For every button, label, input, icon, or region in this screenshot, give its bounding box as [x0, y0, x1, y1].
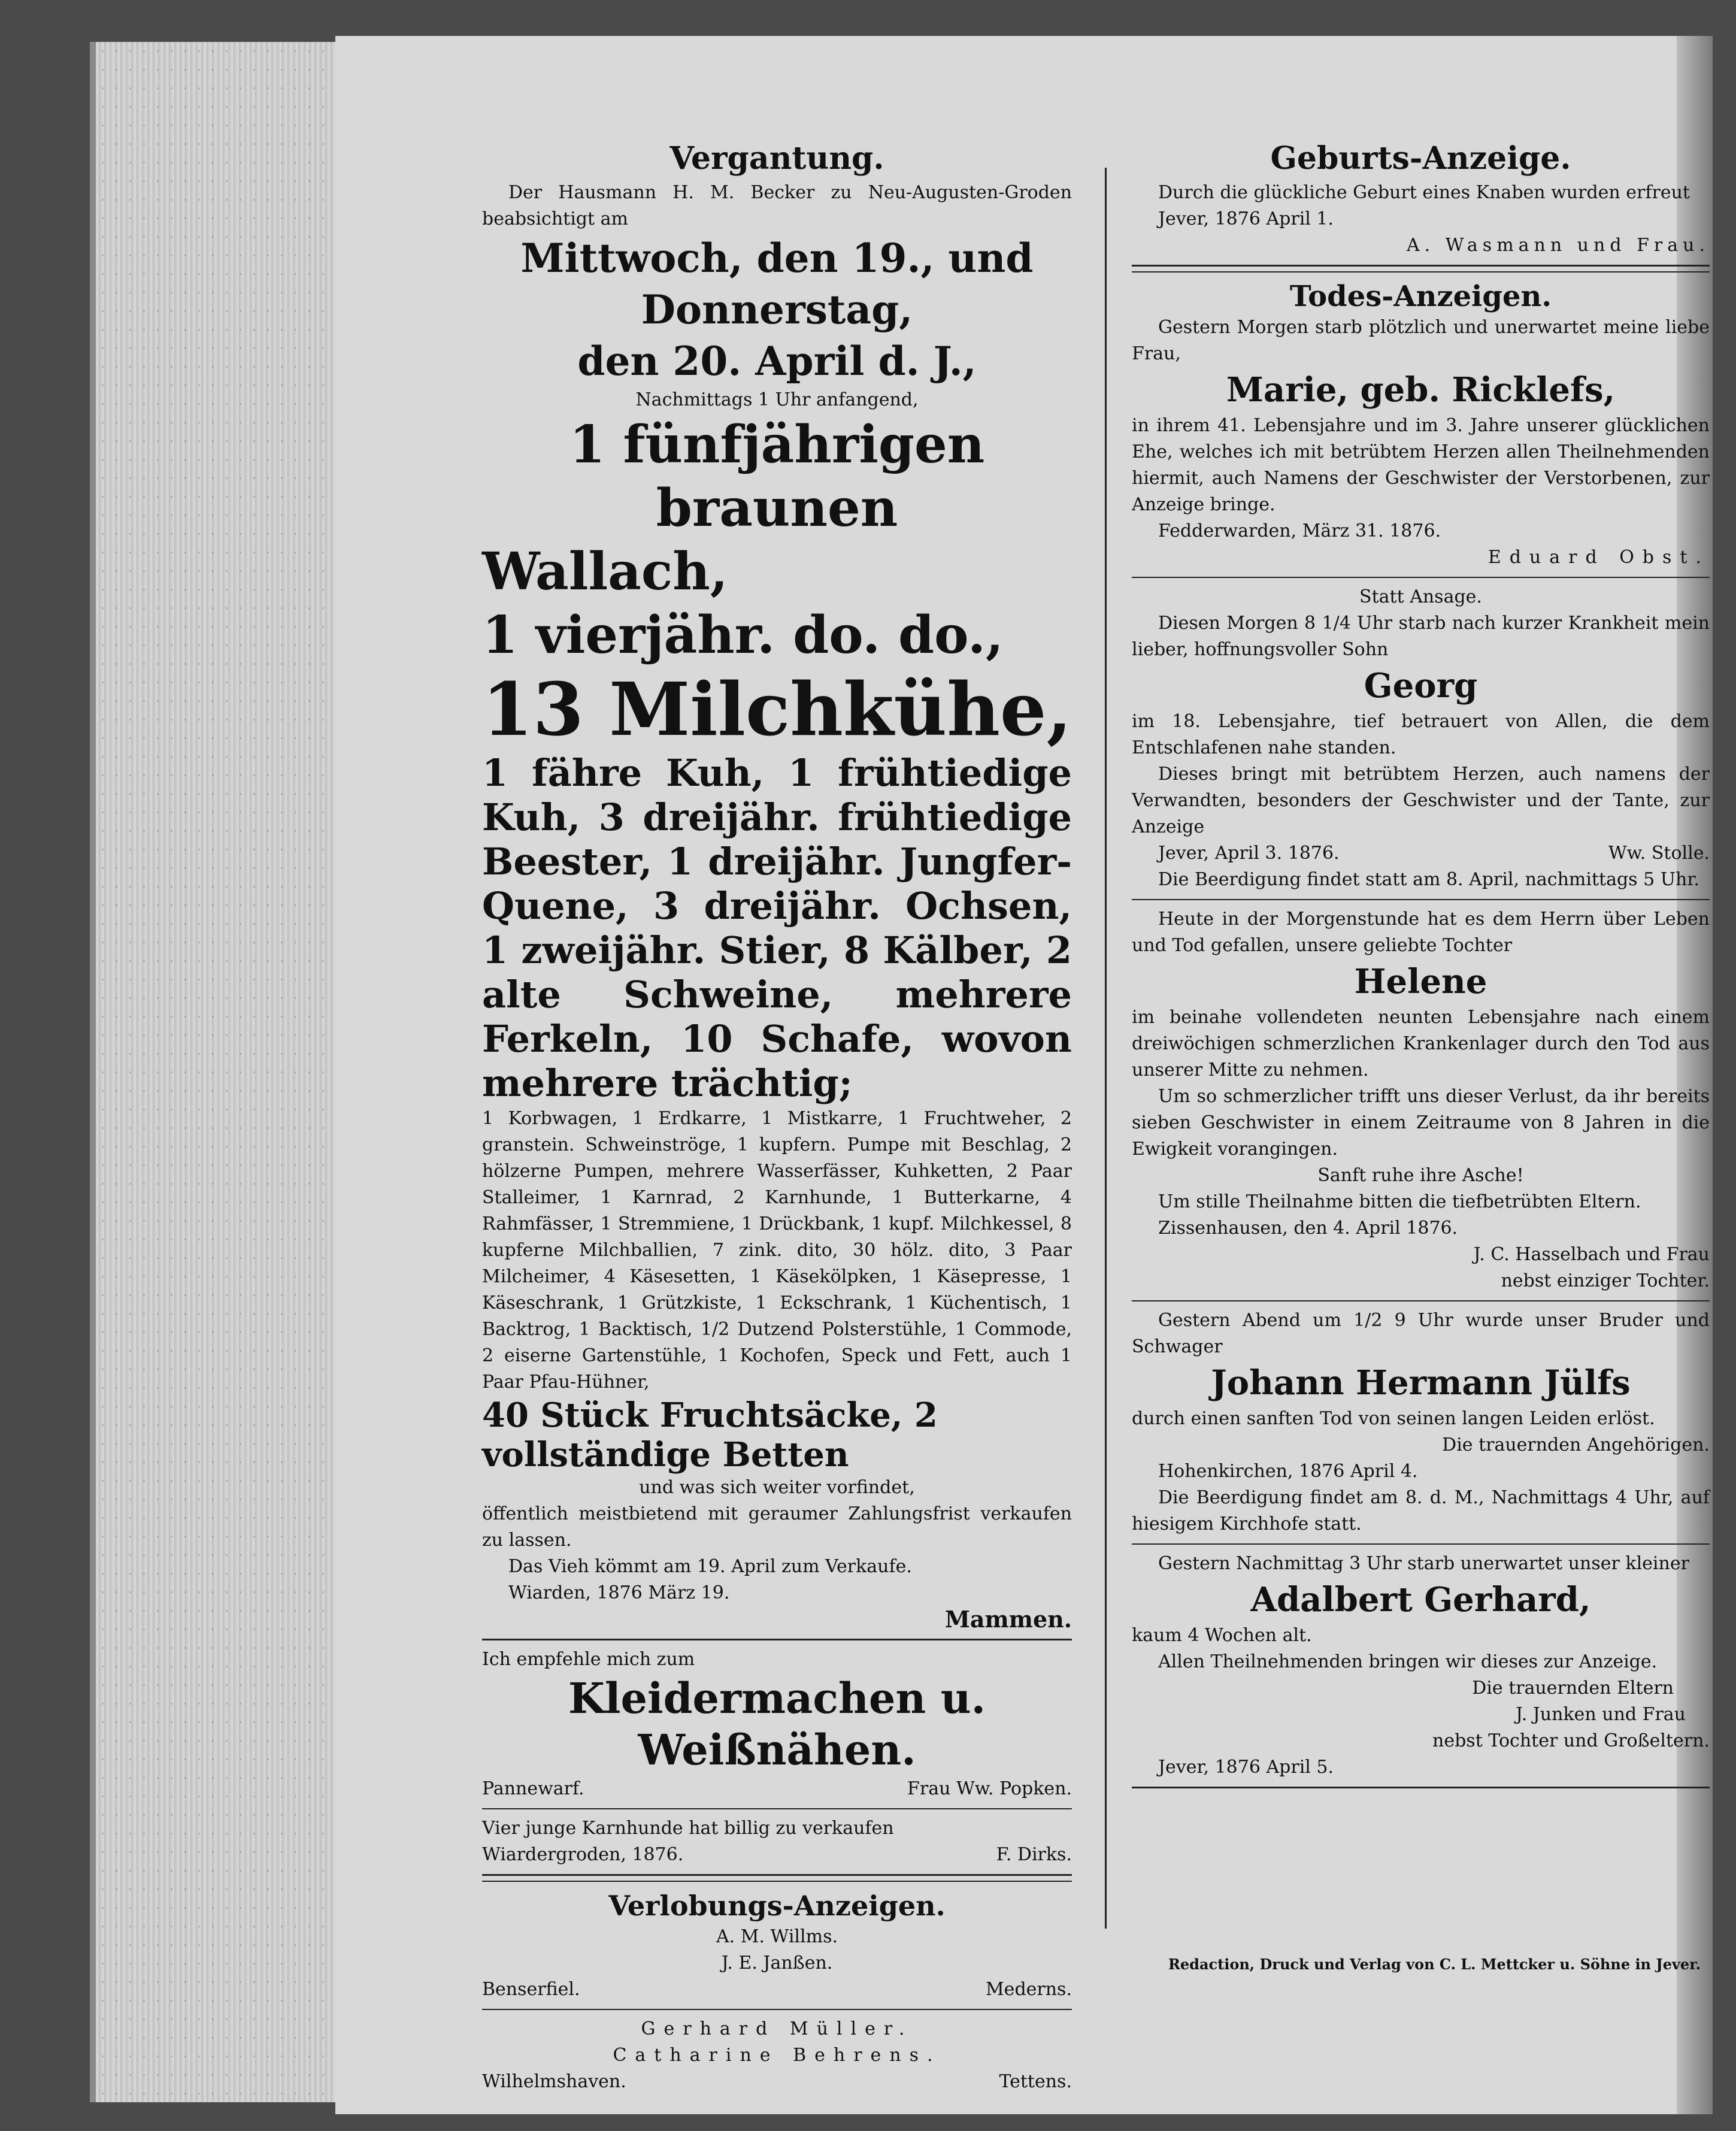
rule [1132, 1787, 1710, 1788]
engagement-2-b: Catharine Behrens. [613, 2045, 941, 2066]
rule [482, 2009, 1072, 2010]
auction-signer: Mammen. [944, 1606, 1072, 1633]
tailor-place: Pannewarf. [482, 1778, 584, 1799]
death-2-sign: Ww. Stolle. [1608, 843, 1710, 864]
death-2-signature [1132, 840, 1710, 867]
rule [1132, 265, 1710, 273]
item-horse-1b: Wallach, [482, 541, 728, 602]
death-5-name: Adalbert Gerhard, [1250, 1580, 1591, 1620]
auction-place-date: Wiarden, 1876 März 19. [508, 1582, 730, 1603]
engagement-1-b: J. E. Janßen. [721, 1953, 833, 1973]
item-sacks: 40 Stück Fruchtsäcke, 2 vollständige Betten [482, 1396, 938, 1475]
column-divider [1105, 168, 1107, 1929]
death-2-burial: Die Beerdigung findet statt am 8. April, nachmittags 5 Uhr. [1158, 869, 1699, 890]
engagement-1-a: A. M. Willms. [716, 1926, 838, 1947]
death-3-text2: im beinahe vollendeten neunten Lebensjahre nach einem dreiwöchigen schmerzlichen Krankenlager durch den Tod aus unserer Mitte zu nehmen. [1132, 1007, 1710, 1080]
birth-sign: A. Wasmann und Frau. [1406, 235, 1710, 256]
death-3-text4: Um stille Theilnahme bitten die tiefbetrübten Eltern. [1158, 1191, 1641, 1212]
death-1-date: Fedderwarden, März 31. 1876. [1158, 520, 1441, 541]
death-4-name: Johann Hermann Jülfs [1211, 1363, 1631, 1403]
engagement-2-places [482, 2069, 1072, 2095]
tailor-intro: Ich empfehle mich zum [482, 1649, 695, 1670]
engagement-2-a: Gerhard Müller. [641, 2018, 913, 2039]
engagement-1-places [482, 1976, 1072, 2003]
death-2-text: Diesen Morgen 8 1/4 Uhr starb nach kurzer Krankheit mein lieber, hoffnungsvoller Sohn [1132, 613, 1710, 660]
engagement-1-right: Mederns. [985, 1979, 1072, 2000]
death-4-sign: Die trauernden Angehörigen. [1442, 1434, 1710, 1455]
death-5-age: kaum 4 Wochen alt. [1132, 1625, 1312, 1646]
tailor-heading: Kleidermachen u. Weißnähen. [568, 1673, 986, 1775]
birth-text: Durch die glückliche Geburt eines Knaben wurden erfreut [1158, 182, 1690, 203]
death-3-sign-2: nebst einziger Tochter. [1501, 1270, 1710, 1291]
auction-rest: und was sich weiter vorfindet, [639, 1477, 915, 1498]
tailor-signature [482, 1776, 1072, 1802]
dogs-name: F. Dirks. [996, 1844, 1072, 1865]
death-3-name: Helene [1354, 962, 1487, 1001]
death-3-date: Zissenhausen, den 4. April 1876. [1158, 1218, 1458, 1239]
birth-date: Jever, 1876 April 1. [1158, 208, 1334, 229]
auction-cattle: Das Vieh kömmt am 19. April zum Verkaufe. [508, 1556, 912, 1577]
death-5-sign-2: J. Junken und Frau [1516, 1704, 1686, 1725]
death-title: Todes-Anzeigen. [1289, 280, 1552, 313]
death-5-sign-1: Die trauernden Eltern [1472, 1678, 1674, 1699]
livestock-list: 1 fähre Kuh, 1 frühtiedige Kuh, 3 dreijähr. frühtiedige Beester, 1 dreijähr. Jungfer-Quene, 3 dreijähr. Ochsen, 1 zweijähr. Stier, 8 Kälber, 2 alte Schweine, mehrere Ferkeln, 10 Schafe, wovon mehrere trächtig; [482, 751, 1072, 1105]
right-column [1132, 138, 1710, 1794]
auction-sale: öffentlich meistbietend mit geraumer Zahlungsfrist verkaufen zu lassen. [482, 1503, 1072, 1551]
rule [1132, 577, 1710, 578]
death-4-text2: durch einen sanften Tod von seinen langen Leiden erlöst. [1132, 1408, 1655, 1429]
rule [482, 1639, 1072, 1640]
death-3-text: Heute in der Morgenstunde hat es dem Herrn über Leben und Tod gefallen, unsere geliebte Tochter [1132, 909, 1710, 956]
death-5-date: Jever, 1876 April 5. [1158, 1757, 1334, 1778]
death-1-text2: in ihrem 41. Lebensjahre und im 3. Jahre unserer glücklichen Ehe, welches ich mit betrübtem Herzen allen Theilnehmenden hiermit, auch Namens der Geschwister der Verstorbenen, zur Anzeige bringe. [1132, 415, 1710, 515]
dogs-signature [482, 1842, 1072, 1868]
death-2-date: Jever, April 3. 1876. [1158, 843, 1340, 864]
death-4-date: Hohenkirchen, 1876 April 4. [1158, 1461, 1418, 1482]
item-horse-1: 1 fünfjährigen braunen [569, 414, 985, 538]
birth-title: Geburts-Anzeige. [1270, 140, 1571, 177]
rule [482, 1808, 1072, 1809]
auction-date-1: Mittwoch, den 19., und Donnerstag, [520, 235, 1034, 333]
death-5-sign-3: nebst Tochter und Großeltern. [1432, 1730, 1710, 1751]
dogs-ad: Vier junge Karnhunde hat billig zu verkaufen [482, 1818, 894, 1839]
death-3-text3: Um so schmerzlicher trifft uns dieser Verlust, da ihr bereits sieben Geschwister in einem Zeitraume von 8 Jahren in die Ewigkeit vorangingen. [1132, 1086, 1710, 1160]
imprint-footer: Redaction, Druck und Verlag von C. L. Mettcker u. Söhne in Jever. [1168, 1956, 1701, 1973]
item-horse-2: 1 vierjähr. do. do., [482, 605, 1004, 665]
death-2-head: Statt Ansage. [1359, 586, 1482, 607]
death-4-text: Gestern Abend um 1/2 9 Uhr wurde unser Bruder und Schwager [1132, 1310, 1710, 1357]
book-page-edges [90, 42, 347, 2102]
death-1-name: Marie, geb. Ricklefs, [1226, 370, 1616, 410]
death-2-text2: im 18. Lebensjahre, tief betrauert von Allen, die dem Entschlafenen nahe standen. [1132, 711, 1710, 758]
rule [1132, 899, 1710, 900]
item-cows: 13 Milchkühe, [482, 666, 1072, 752]
death-2-name: Georg [1364, 666, 1478, 706]
auction-date-2: den 20. April d. J., [577, 338, 977, 385]
death-5-text2: Allen Theilnehmenden bringen wir dieses zur Anzeige. [1158, 1651, 1658, 1672]
auction-intro: Der Hausmann H. M. Becker zu Neu-Augusten-Groden beabsichtigt am [482, 182, 1072, 229]
engagement-2-left: Wilhelmshaven. [482, 2071, 626, 2092]
death-2-text3: Dieses bringt mit betrübtem Herzen, auch namens der Verwandten, besonders der Geschwister und der Tante, zur Anzeige [1132, 764, 1710, 837]
engagement-2-right: Tettens. [999, 2071, 1072, 2092]
death-3-rest: Sanft ruhe ihre Asche! [1317, 1165, 1524, 1186]
rule [482, 1874, 1072, 1882]
left-column [482, 138, 1072, 2095]
death-4-burial: Die Beerdigung findet am 8. d. M., Nachmittags 4 Uhr, auf hiesigem Kirchhofe statt. [1132, 1487, 1710, 1534]
tailor-name: Frau Ww. Popken. [907, 1778, 1072, 1799]
dogs-place: Wiardergroden, 1876. [482, 1844, 684, 1865]
death-1-text: Gestern Morgen starb plötzlich und unerwartet meine liebe Frau, [1132, 317, 1710, 364]
goods-list: 1 Korbwagen, 1 Erdkarre, 1 Mistkarre, 1 Fruchtweher, 2 granstein. Schweinströge, 1 kupfern. Pumpe mit Beschlag, 2 hölzerne Pumpen, mehrere Wasserfässer, Kuhketten, 2 Paar Stalleimer, 1 Karnrad, 2 Karnhunde, 1 Butterkarne, 4 Rahmfässer, 1 Stremmiene, 1 Drückbank, 1 kupf. Milchkessel, 8 kupferne Milchballien, 7 zink. dito, 30 hölz. dito, 3 Paar Milcheimer, 4 Käsesetten, 1 Käsekölpken, 1 Käsepresse, 1 Käseschrank, 1 Grützkiste, 1 Eckschrank, 1 Küchentisch, 1 Backtrog, 1 Backtisch, 1/2 Dutzend Polsterstühle, 1 Commode, 2 eiserne Gartenstühle, 1 Kochofen, Speck und Fett, auch 1 Paar Pfau-Hühner, [482, 1108, 1072, 1393]
death-3-sign-1: J. C. Hasselbach und Frau [1473, 1244, 1710, 1265]
engagement-1-left: Benserfiel. [482, 1979, 580, 2000]
death-5-text: Gestern Nachmittag 3 Uhr starb unerwartet unser kleiner [1158, 1553, 1689, 1574]
death-1-sign: Eduard Obst. [1487, 547, 1710, 568]
engagement-title: Verlobungs-Anzeigen. [608, 1890, 946, 1922]
rule [1132, 1300, 1710, 1301]
rule [1132, 1543, 1710, 1545]
auction-time: Nachmittags 1 Uhr anfangend, [635, 389, 919, 410]
auction-title: Vergantung. [669, 140, 884, 177]
